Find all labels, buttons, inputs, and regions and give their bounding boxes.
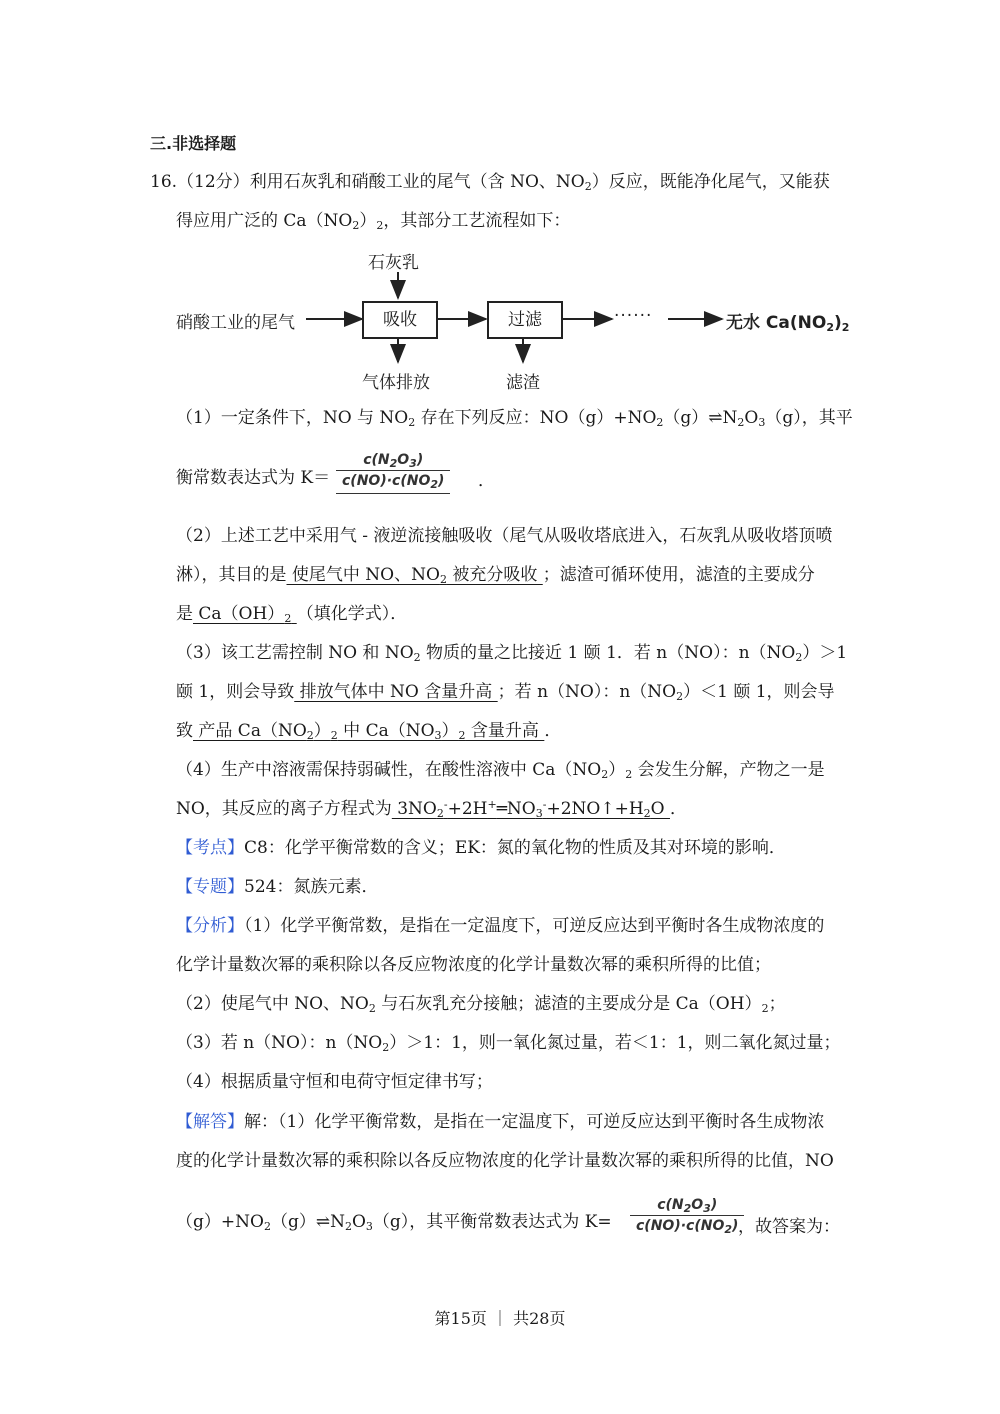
answer-blank: 产品 $Ca(NO_2)_2$ 中 $Ca(NO_3)_2$ 含量升高 bbox=[193, 721, 545, 742]
answer-blank: $Ca(OH)_2$ bbox=[193, 604, 292, 625]
question-16-line-2: 得应用广泛的 $Ca(NO_2)_2$，其部分工艺流程如下： bbox=[176, 211, 571, 232]
solution-k-expression: $\frac{c(N_2O_3)}{c(NO)\cdot c(NO_2)}$ bbox=[630, 1197, 744, 1234]
ellipsis-dots: ······ bbox=[614, 306, 653, 326]
answer-blank: 使尾气中 NO、$NO_2$ 被充分吸收 bbox=[286, 565, 543, 586]
lime-milk-label: 石灰乳 bbox=[368, 253, 419, 273]
part-4-line-1: （4）生产中溶液需保持弱碱性，在酸性溶液中 $Ca(NO_2)_2$ 会发生分解，产物之一是 bbox=[176, 760, 825, 781]
part-3-line-1: （3）该工艺需控制 NO 和 $NO_2$ 物质的量之比接近 1 颐 1．若 n（NO）：$n(NO_2)>1$ bbox=[176, 643, 848, 664]
fenxi-line-1: 【分析】（1）化学平衡常数，是指在一定温度下，可逆反应达到平衡时各生成物浓度的 bbox=[176, 916, 825, 936]
document-page: 三.非选择题 16.（12分）利用石灰乳和硝酸工业的尾气（含 NO、$NO_2$）反应，既能净化尾气，又能获 得应用广泛的 $Ca(NO_2)_2$，其部分工艺流程如下： 硝酸工业的尾气 石灰乳 吸收 过滤 ······ 无水 $Ca(NO_2)_2$ 气体排放 滤渣 （1）一定条件下，NO 与 $NO_2$ 存在下列反应：$NO(g)+NO_2(g)\rightleftharpoons N_2O_3(g)$，其平 衡常数表达式为 K＝ $\frac{c(N_2O_3)}{c(NO)\cdot c(NO_2)}$ ． （2）上述工艺中采用气 - 液逆流接触吸收（尾气从吸收塔底进入，石灰乳从吸收塔顶喷 淋），其目的是 使尾气中 NO、$NO_2$ 被充分吸收 ；滤渣可循环使用，滤渣的主要成分 是 $Ca(OH)_2$ （填化学式）． （3）该工艺需控制 NO 和 $NO_2$ 物质的量之比接近 1 颐 1．若 n（NO）：$n(NO_2)>1$ 颐 1，则会导致 排放气体中 NO 含量升高 ；若 n（NO）：$n(NO_2)<1$ 颐 1，则会导 致 产品 $Ca(NO_2)_2$ 中 $Ca(NO_3)_2$ 含量升高 ． （4）生产中溶液需保持弱碱性，在酸性溶液中 $Ca(NO_2)_2$ 会发生分解，产物之一是 NO，其反应的离子方程式为 $3NO_2^-+2H^+═NO_3^-+2NO↑+H_2O$ ． 【考点】C8：化学平衡常数的含义；EK：氮的氧化物的性质及其对环境的影响． 【专题】524：氮族元素． 【分析】（1）化学平衡常数，是指在一定温度下，可逆反应达到平衡时各生成物浓度的 化学计量数次幂的乘积除以各反应物浓度的化学计量数次幂的乘积所得的比值； （2）使尾气中 NO、$NO_2$ 与石灰乳充分接触；滤渣的主要成分是 $Ca(OH)_2$； （3）若 n（NO）：$n(NO_2)>1$：1，则一氧化氮过量，若＜1：1，则二氧化氮过量； （4）根据质量守恒和电荷守恒定律书写； 【解答】解：（1）化学平衡常数，是指在一定温度下，可逆反应达到平衡时各生成物浓 度的化学计量数次幂的乘积除以各反应物浓度的化学计量数次幂的乘积所得的比值，NO $(g)+NO_2(g)\rightleftharpoons N_2O_3(g)$，其平衡常数表达式为 K= $\frac{c(N_2O_3)}{c(NO)\cdot c(NO_2)}$ ，故答案为： 第15页 ｜ 共28页 bbox=[0, 0, 1000, 1414]
flow-arrows bbox=[0, 0, 1000, 400]
jieda-tag: 【解答】 bbox=[176, 1112, 244, 1132]
part-3-line-3: 致 产品 $Ca(NO_2)_2$ 中 $Ca(NO_3)_2$ 含量升高 ． bbox=[176, 721, 562, 742]
page-footer: 第15页 ｜ 共28页 bbox=[434, 1309, 566, 1328]
filter-residue-label: 滤渣 bbox=[506, 373, 540, 393]
part-2-line-1: （2）上述工艺中采用气 - 液逆流接触吸收（尾气从吸收塔底进入，石灰乳从吸收塔顶喷 bbox=[176, 526, 833, 546]
absorb-box: 吸收 bbox=[362, 301, 438, 339]
part-2-line-3: 是 $Ca(OH)_2$ （填化学式）． bbox=[176, 604, 408, 625]
fenxi-line-4: （3）若 n（NO）：$n(NO_2)>1$：1，则一氧化氮过量，若＜1：1，则二氧化氮过量； bbox=[176, 1033, 841, 1054]
jieda-line-2: 度的化学计量数次幂的乘积除以各反应物浓度的化学计量数次幂的乘积所得的比值，NO bbox=[176, 1151, 834, 1171]
part-2-line-2: 淋），其目的是 使尾气中 NO、$NO_2$ 被充分吸收 ；滤渣可循环使用，滤渣的主要成分 bbox=[176, 565, 815, 586]
question-number: 16. bbox=[150, 172, 178, 192]
fenxi-line-5: （4）根据质量守恒和电荷守恒定律书写； bbox=[176, 1072, 493, 1092]
kaodian-line: 【考点】C8：化学平衡常数的含义；EK：氮的氧化物的性质及其对环境的影响． bbox=[176, 838, 786, 858]
part-1-line-1: （1）一定条件下，NO 与 $NO_2$ 存在下列反应：$NO(g)+NO_2(g)\rightleftharpoons N_2O_3(g)$，其平 bbox=[176, 408, 853, 429]
gas-exhaust-label: 气体排放 bbox=[362, 373, 430, 393]
jieda-line-3: $(g)+NO_2(g)\rightleftharpoons N_2O_3(g)$，其平衡常数表达式为 K= bbox=[176, 1212, 612, 1233]
zhuanti-line: 【专题】524：氮族元素． bbox=[176, 877, 379, 897]
fenxi-line-2: 化学计量数次幂的乘积除以各反应物浓度的化学计量数次幂的乘积所得的比值； bbox=[176, 955, 771, 975]
kaodian-tag: 【考点】 bbox=[176, 838, 244, 858]
question-16-line-1: 16.（12分）利用石灰乳和硝酸工业的尾气（含 NO、$NO_2$）反应，既能净化尾气，又能获 bbox=[150, 172, 830, 193]
jieda-line-1: 【解答】解：（1）化学平衡常数，是指在一定温度下，可逆反应达到平衡时各生成物浓 bbox=[176, 1112, 825, 1132]
fenxi-line-3: （2）使尾气中 NO、$NO_2$ 与石灰乳充分接触；滤渣的主要成分是 $Ca(OH)_2$； bbox=[176, 994, 786, 1015]
equilibrium-constant-answer: $\frac{c(N_2O_3)}{c(NO)\cdot c(NO_2)}$ bbox=[336, 452, 450, 494]
part-3-line-2: 颐 1，则会导致 排放气体中 NO 含量升高 ；若 n（NO）：$n(NO_2)<1$ 颐 1，则会导 bbox=[176, 682, 835, 703]
ionic-equation-answer: $3NO_2^-+2H^+═NO_3^-+2NO↑+H_2O$ bbox=[391, 798, 670, 820]
part-4-line-2: NO，其反应的离子方程式为 $3NO_2^-+2H^+═NO_3^-+2NO↑+H_2O$ ． bbox=[176, 798, 687, 820]
part-1-line-2: 衡常数表达式为 K＝ bbox=[176, 468, 331, 488]
section-title: 三.非选择题 bbox=[150, 134, 237, 153]
output-product-label: 无水 $Ca(NO_2)_2$ bbox=[726, 313, 850, 334]
filter-box: 过滤 bbox=[487, 301, 563, 339]
input-gas-label: 硝酸工业的尾气 bbox=[176, 313, 295, 333]
fenxi-tag: 【分析】 bbox=[176, 916, 244, 936]
zhuanti-tag: 【专题】 bbox=[176, 877, 244, 897]
answer-blank: 排放气体中 NO 含量升高 bbox=[294, 682, 498, 702]
